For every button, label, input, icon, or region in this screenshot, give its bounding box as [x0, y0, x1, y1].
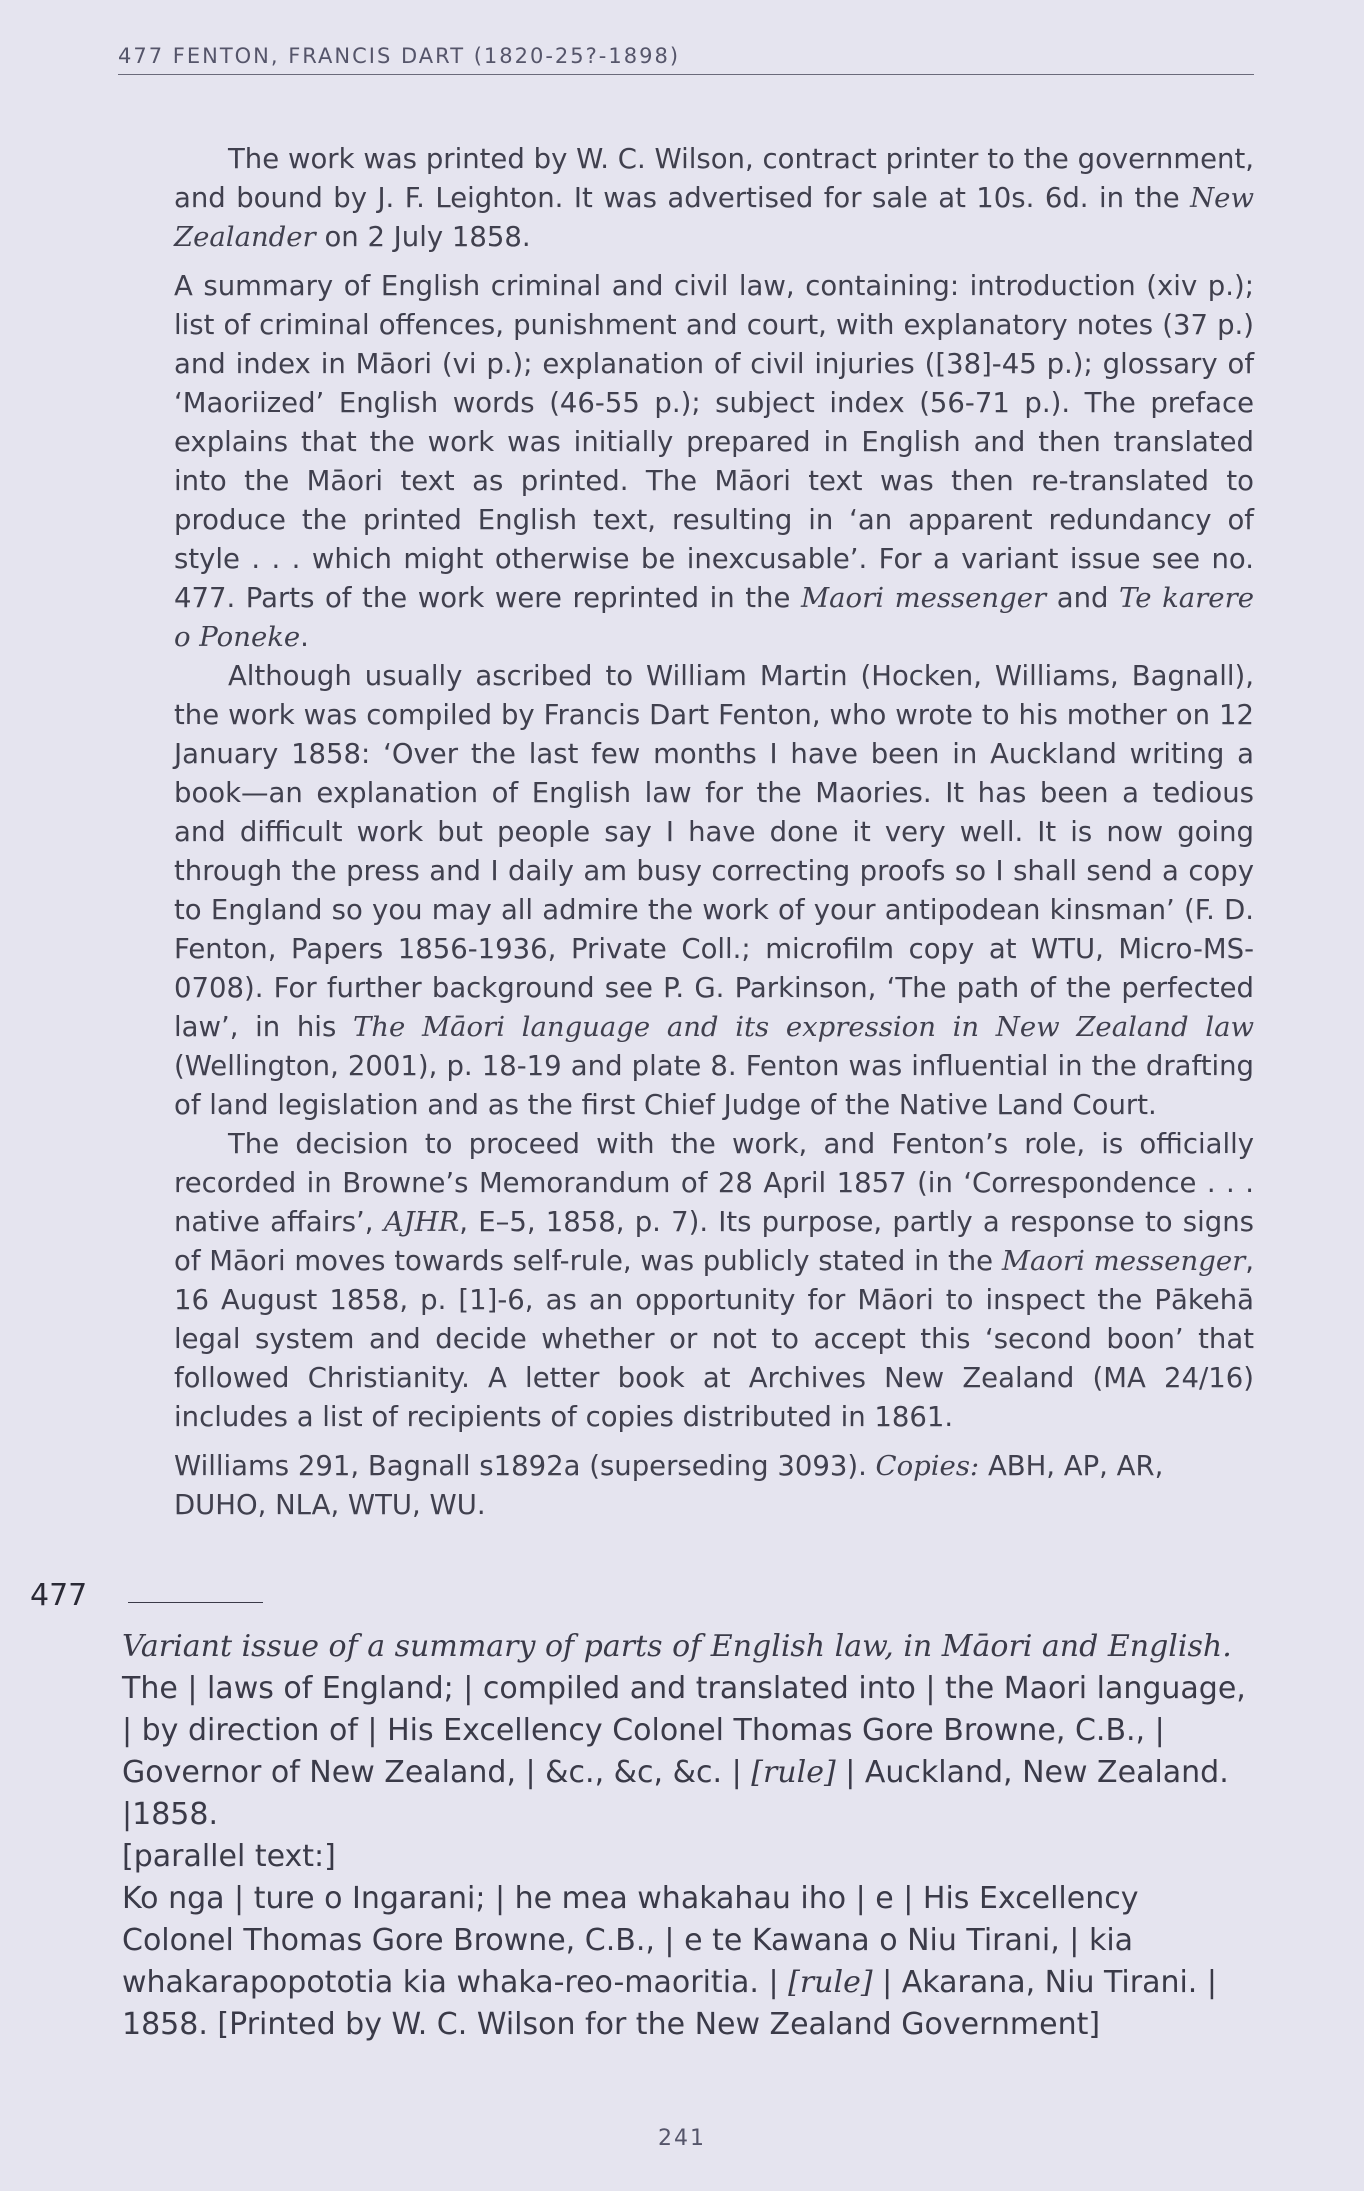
decision-paragraph: The decision to proceed with the work, and Fenton’s role, is officially recorded in Browne’s Memorandum of 28 April 1857 (in ‘Correspondence . . . native affairs’, AJHR, E–5, 1858, p. 7). Its purpose, partly a response to signs of Māori moves towards self-rule, was publicly stated in the Maori messenger, 16 August 1858, p. [1]-6, as an opportunity for Māori to inspect the Pākehā legal system and decide whether or not to accept this ‘second boon’ that followed Christianity. A letter book at Archives New Zealand (MA 24/16) includes a list of recipients of copies distributed in 1861. [174, 1128, 1254, 1433]
running-head: 477 FENTON, FRANCIS DART (1820-25?-1898) [118, 44, 1254, 75]
page-number: 241 [658, 2126, 706, 2151]
entry-rule-line [128, 1602, 263, 1603]
printing-paragraph: The work was printed by W. C. Wilson, contract printer to the government, and bound by J. F. Leighton. It was advertised for sale at 10s. 6d. in the New Zealander on 2 July 1858. [174, 143, 1254, 253]
parallel-text-label: [parallel text:] [122, 1839, 336, 1874]
maori-title-page: Ko nga | ture o Ingarani; | he mea whakahau iho | e | His Excellency Colonel Thomas Gore Browne, C.B., | e te Kawana o Niu Tirani, | kia whakarapopototia kia whaka-reo-maoritia. | [rule] | Akarana, Niu Tirani. | 1858. [Printed by W. C. Wilson for the New Zealand Government] [122, 1881, 1217, 2042]
entry-number: 477 [30, 1578, 88, 1613]
attribution-paragraph: Although usually ascribed to William Martin (Hocken, Williams, Bagnall), the work was compiled by Francis Dart Fenton, who wrote to his mother on 12 January 1858: ‘Over the last few months I have been in Auckland writing a book—an explanation of English law for the Maories. It has been a tedious and difficult work but people say I have done it very well. It is now going through the press and I daily am busy correcting proofs so I shall send a copy to England so you may all admire the work of your antipodean kinsman’ (F. D. Fenton, Papers 1856-1936, Private Coll.; microfilm copy at WTU, Micro-MS-0708). For further background see P. G. Parkinson, ‘The path of the perfected law’, in his The Māori language and its expression in New Zealand law (Wellington, 2001), p. 18-19 and plate 8. Fenton was influential in the drafting of land legislation and as the first Chief Judge of the Native Land Court. [174, 660, 1254, 1121]
entry-title-page: Variant issue of a summary of parts of English law, in Māori and English. The | laws of England; | compiled and translated into | the Maori language, | by direction of | His Excellency Colonel Thomas Gore Browne, C.B., | Governor of New Zealand, | &c., &c, &c. | [rule] | Auckland, New Zealand. |1858. [122, 1629, 1246, 1832]
references-paragraph: Williams 291, Bagnall s1892a (superseding 3093). Copies: ABH, AP, AR, DUHO, NLA, WTU, WU. [174, 1450, 1164, 1521]
summary-paragraph: A summary of English criminal and civil law, containing: introduction (xiv p.); list of criminal offences, punishment and court, with explanatory notes (37 p.) and index in Māori (vi p.); explanation of civil injuries ([38]-45 p.); glossary of ‘Maoriized’ English words (46-55 p.); subject index (56-71 p.). The preface explains that the work was initially prepared in English and then translated into the Māori text as printed. The Māori text was then re-translated to produce the printed English text, resulting in ‘an apparent redundancy of style . . . which might otherwise be inexcusable’. For a variant issue see no. 477. Parts of the work were reprinted in the Maori messenger and Te karere o Poneke. [174, 270, 1254, 653]
entry-476-notes [174, 140, 1254, 1525]
entry-477-description [122, 1626, 1252, 2046]
